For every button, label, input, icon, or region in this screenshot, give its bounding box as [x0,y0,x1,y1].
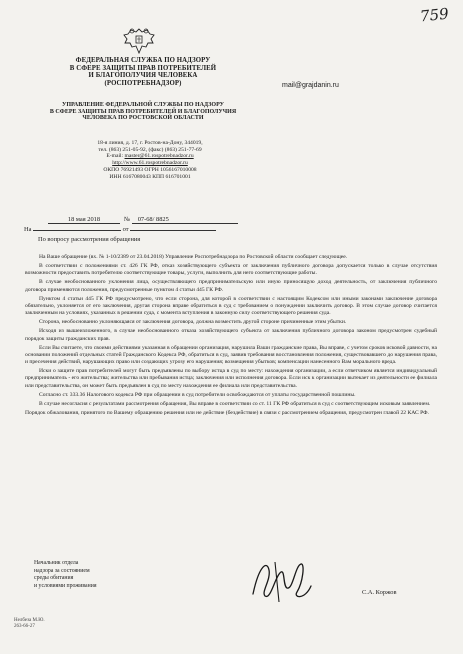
org-line: И БЛАГОПОЛУЧИЯ ЧЕЛОВЕКА [88,72,198,80]
reg-number-field [124,216,238,224]
body-paragraph: Пунктом 4 статьи 445 ГК РФ предусмотрено, что если сторона, для которой в соответствии с настоящим Кодексом или иными законами заключение договора обязательно, уклоняется от его заключения, другая сторона вправе обратиться в суд с требованием о понуждении заключить договор. В этом случае договор считается заключенным на условиях, указанных в решении суда, с момента вступления в законную силу соответствующего решения суда. [25,295,437,317]
reg-date-field [48,216,120,224]
executor-phone: 263-66-27 [14,624,35,630]
body-paragraph: В случае несогласия с результатами рассмотрения обращения, Вы вправе в соответствии со ст. 11 ГК РФ обратиться в суд с соответствующим исковым заявлением. [39,400,431,407]
executor-info [14,618,45,631]
position-line: надзора за состоянием [34,567,90,574]
position-line: Начальник отдела [34,560,79,566]
body-paragraph: В случае необоснованного уклонения лица, осуществляющего предпринимательскую или иную приносящую доход деятельность, от заключения публичного договора применяются положения, предусмотренные пунктом 4 статьи 445 ГК РФ. [25,279,437,293]
from-blank [130,230,216,231]
recipient-email: mail@grajdanin.ru [282,82,339,89]
department-name [18,102,268,122]
body-paragraph: На Ваше обращение (вх. № 1-10/2389 от 23.04.2018) Управление Роспотребнадзора по Ростовской области сообщает следующее. [39,254,348,260]
letter-body [25,254,437,419]
handwritten-signature [245,556,315,606]
signatory-name: С.А. Коржов [362,589,397,596]
executor-name: Нелбеза М.Ю. [14,618,45,623]
reg-number: 07-68/ 8825 [132,216,238,224]
email-link[interactable]: master@61.rospotrebnadzor.ru [124,153,194,160]
body-paragraph: В соответствии с положениями ст. 426 ГК РФ, отказ хозяйствующего субъекта от заключения публичного договора допускается только в случае отсутствия возможности предоставить потребителю соответствующие товары, услуги, выполнить для него соответствующие работы. [25,263,437,277]
contact-block [40,140,260,180]
position-line: и условиями проживания [34,582,97,589]
email-row [40,153,260,160]
letter-subject: По вопросу рассмотрения обращения [38,236,141,243]
dept-line: УПРАВЛЕНИЕ ФЕДЕРАЛЬНОЙ СЛУЖБЫ ПО НАДЗОРУ [61,102,225,108]
org-line: (РОСПОТРЕБНАДЗОР) [104,79,182,87]
body-paragraph: Согласно ст. 333.36 Налогового кодекса РФ при обращении в суд потребители освобождаются от уплаты государственной пошлины. [39,391,356,398]
to-label: На [24,226,32,233]
corner-handwritten-number: 759 [419,4,450,26]
reply-to-field [24,226,216,233]
email-label: E-mail: [106,153,124,160]
body-paragraph: Иски о защите прав потребителей могут быть предъявлены по выбору истца в суд по месту: нахождения организации, а если ответчиком является индивидуальный предприниматель - его жительства; жительства или пребывания истца; заключения или исполнения договора. Если иск к организации вытекает из деятельности ее филиала или представительства, он может быть предъявлен в суд по месту нахождения ее филиала или представительства. [25,368,437,389]
number-label: № [124,216,131,223]
phones: тел. (863) 251-05-92, (факс) (863) 251-77-69 [98,146,202,153]
signatory-position [34,560,97,590]
org-codes: ОКПО 76921493 ОГРН 1056167010008 [103,166,197,173]
address: 18-я линия, д. 17, г. Ростов-на-Дону, 344019, [97,140,203,146]
to-blank [33,230,121,231]
body-paragraph: Исходя из вышеизложенного, в случае необоснованного отказа хозяйствующего субъекта от заключения публичного договора законом предусмотрен судебный порядок защиты гражданских прав. [25,328,437,342]
org-codes: ИНН 6167080043 КПП 616701001 [109,173,191,180]
body-paragraph: Сторона, необоснованно уклоняющаяся от заключения договора, должна возместить другой стороне причиненные этим убытки. [39,319,347,326]
body-paragraph: Порядок обжалования, принятого по Вашему обращению решения или не действие (бездействие) в связи с рассмотрением обращения, предусмотрен главой 22 КАС РФ. [25,409,429,416]
org-line: В СФЕРЕ ЗАЩИТЫ ПРАВ ПОТРЕБИТЕЛЕЙ [69,64,217,72]
org-line: ФЕДЕРАЛЬНАЯ СЛУЖБА ПО НАДЗОРУ [75,57,211,64]
reg-date: 18 мая 2018 [48,216,120,224]
website-link[interactable]: http://www.61.rospotrebnadzor.ru [112,160,188,167]
body-paragraph: Если Вы считаете, что своими действиями указанная в обращении организация, нарушила Ваши гражданские права, Вы вправе, с учетом сроков исковой давности, на основании положений отдельных статей Гражданского Кодекса РФ, обратиться в суд, заявив требования восстановления положения, существовавшего до нарушения права, и пресечения действий, нарушающих право или создающих угрозу его нарушения; возмещения убытков; компенсации нанесенного Вам морального вреда. [25,344,437,366]
organization-name [18,57,268,87]
from-label: от [122,226,129,233]
coat-of-arms-icon [122,26,156,56]
dept-line: ЧЕЛОВЕКА ПО РОСТОВСКОЙ ОБЛАСТИ [82,115,204,122]
dept-line: В СФЕРЕ ЗАЩИТЫ ПРАВ ПОТРЕБИТЕЛЕЙ И БЛАГОПОЛУЧИЯ [49,108,237,115]
position-line: среды обитания [34,575,74,582]
